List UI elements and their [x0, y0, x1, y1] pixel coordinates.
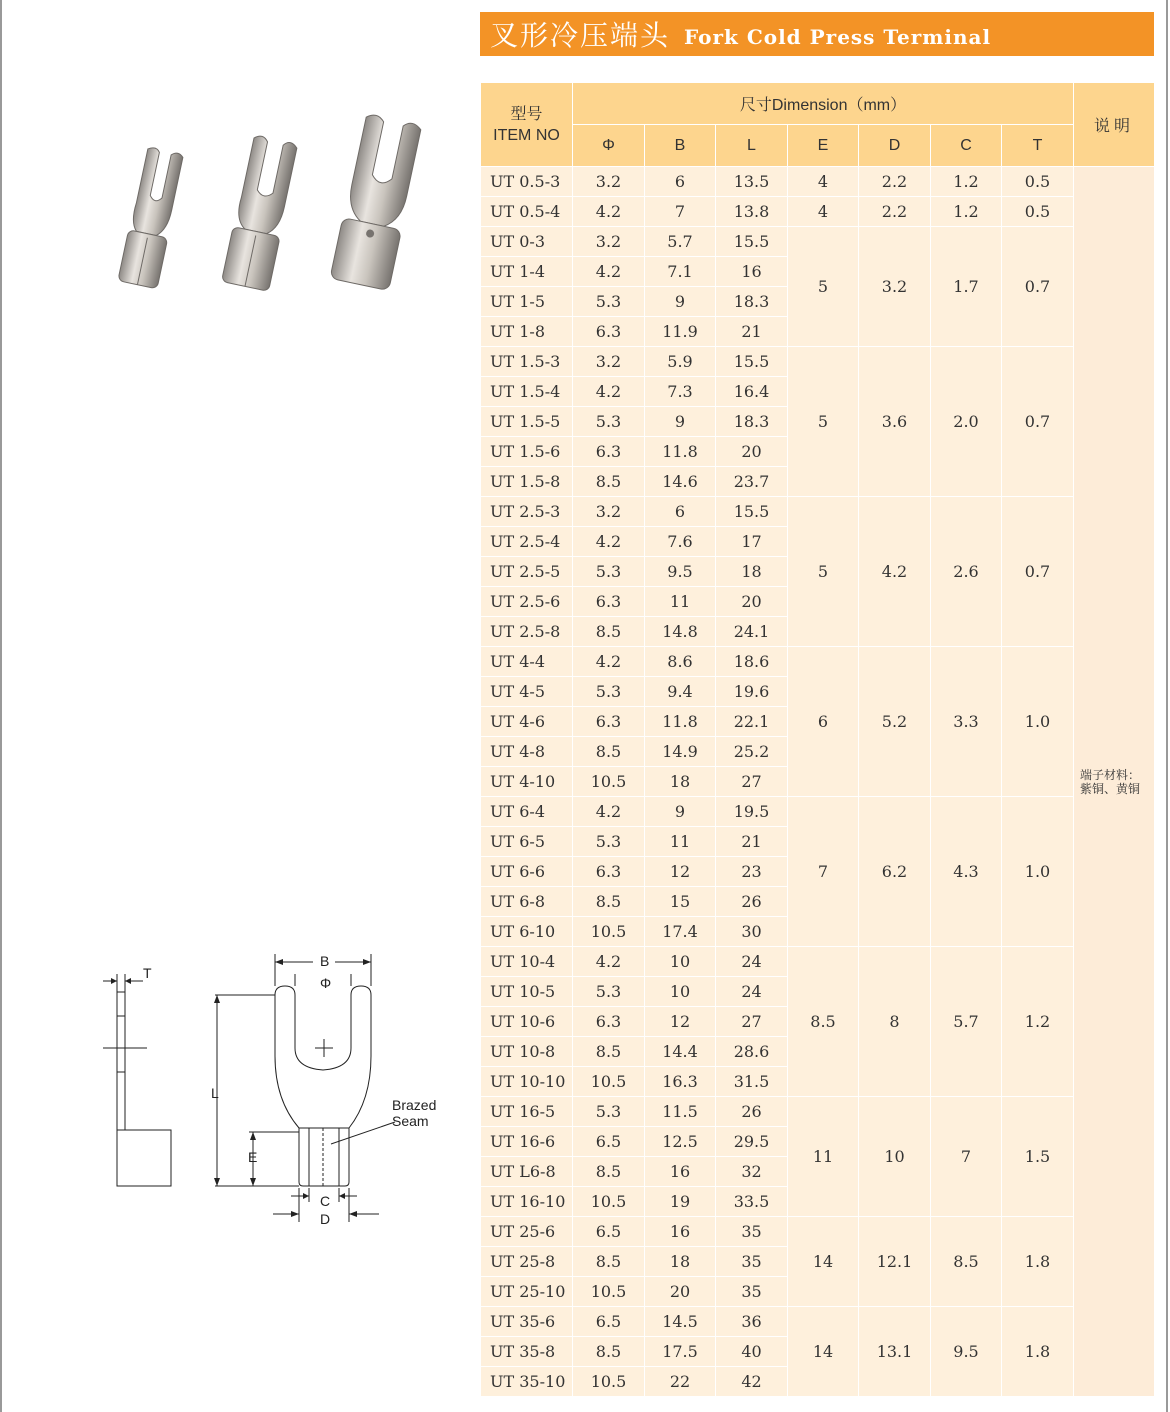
item-no-cell: UT 1-4 — [481, 257, 573, 287]
l-cell: 17 — [716, 527, 788, 557]
table-row — [481, 797, 1155, 827]
item-no-cell: UT 35-6 — [481, 1307, 573, 1337]
b-cell: 14.8 — [645, 617, 716, 647]
phi-cell: 8.5 — [573, 737, 645, 767]
col-t-header: T — [1002, 125, 1074, 167]
table-row — [481, 347, 1155, 377]
d-cell: 2.2 — [859, 167, 931, 197]
item-no-header-en: ITEM NO — [493, 126, 560, 144]
c-cell: 2.0 — [931, 347, 1002, 497]
b-cell: 6 — [645, 167, 716, 197]
item-no-cell: UT 1-5 — [481, 287, 573, 317]
item-no-cell: UT 4-6 — [481, 707, 573, 737]
note-line: 端子材料： — [1080, 767, 1141, 782]
table-row — [481, 1097, 1155, 1127]
item-no-cell: UT 10-4 — [481, 947, 573, 977]
e-cell: 5 — [788, 347, 859, 497]
b-cell: 9 — [645, 797, 716, 827]
item-no-cell: UT 25-8 — [481, 1247, 573, 1277]
t-cell: 1.8 — [1002, 1307, 1074, 1397]
item-no-cell: UT 6-6 — [481, 857, 573, 887]
label-t: T — [143, 965, 152, 981]
phi-cell: 3.2 — [573, 227, 645, 257]
page-border-left — [0, 0, 2, 1412]
item-no-cell: UT 6-5 — [481, 827, 573, 857]
l-cell: 13.8 — [716, 197, 788, 227]
l-cell: 30 — [716, 917, 788, 947]
table-row — [481, 197, 1155, 227]
item-no-cell: UT 0-3 — [481, 227, 573, 257]
b-cell: 5.9 — [645, 347, 716, 377]
col-phi-header: Φ — [573, 125, 645, 167]
b-cell: 9.5 — [645, 557, 716, 587]
terminal-small — [118, 146, 186, 289]
note-line: 紫铜、黄铜 — [1080, 781, 1141, 796]
item-no-header — [481, 83, 573, 167]
b-cell: 11.9 — [645, 317, 716, 347]
item-no-cell: UT 2.5-3 — [481, 497, 573, 527]
d-cell: 8 — [859, 947, 931, 1097]
phi-cell: 6.3 — [573, 707, 645, 737]
phi-cell: 4.2 — [573, 647, 645, 677]
b-cell: 9.4 — [645, 677, 716, 707]
b-cell: 14.5 — [645, 1307, 716, 1337]
phi-cell: 6.5 — [573, 1217, 645, 1247]
t-cell: 1.0 — [1002, 647, 1074, 797]
phi-cell: 6.3 — [573, 317, 645, 347]
label-d: D — [320, 1211, 331, 1227]
item-no-cell: UT 2.5-8 — [481, 617, 573, 647]
spec-table — [480, 82, 1155, 1397]
item-no-cell: UT 16-6 — [481, 1127, 573, 1157]
phi-cell: 10.5 — [573, 917, 645, 947]
b-cell: 10 — [645, 977, 716, 1007]
b-cell: 16.3 — [645, 1067, 716, 1097]
l-cell: 24 — [716, 947, 788, 977]
phi-cell: 5.3 — [573, 407, 645, 437]
d-cell: 5.2 — [859, 647, 931, 797]
item-no-cell: UT 1-8 — [481, 317, 573, 347]
c-cell: 1.7 — [931, 227, 1002, 347]
c-cell: 3.3 — [931, 647, 1002, 797]
t-cell: 1.2 — [1002, 947, 1074, 1097]
b-cell: 16 — [645, 1217, 716, 1247]
phi-cell: 5.3 — [573, 287, 645, 317]
phi-cell: 4.2 — [573, 947, 645, 977]
l-cell: 42 — [716, 1367, 788, 1397]
item-no-cell: UT 0.5-4 — [481, 197, 573, 227]
e-cell: 5 — [788, 227, 859, 347]
t-cell: 1.8 — [1002, 1217, 1074, 1307]
b-cell: 12.5 — [645, 1127, 716, 1157]
phi-cell: 8.5 — [573, 1157, 645, 1187]
c-cell: 1.2 — [931, 167, 1002, 197]
phi-cell: 10.5 — [573, 1367, 645, 1397]
item-no-cell: UT 4-4 — [481, 647, 573, 677]
phi-cell: 4.2 — [573, 377, 645, 407]
phi-cell: 5.3 — [573, 1097, 645, 1127]
table-row — [481, 227, 1155, 257]
d-cell: 12.1 — [859, 1217, 931, 1307]
c-cell: 8.5 — [931, 1217, 1002, 1307]
b-cell: 11 — [645, 827, 716, 857]
phi-cell: 8.5 — [573, 1337, 645, 1367]
title-bar — [480, 12, 1154, 56]
t-cell: 1.0 — [1002, 797, 1074, 947]
l-cell: 28.6 — [716, 1037, 788, 1067]
t-cell: 0.5 — [1002, 167, 1074, 197]
item-no-cell: UT 16-10 — [481, 1187, 573, 1217]
item-no-cell: UT 2.5-4 — [481, 527, 573, 557]
c-cell: 5.7 — [931, 947, 1002, 1097]
b-cell: 18 — [645, 767, 716, 797]
item-no-cell: UT 2.5-5 — [481, 557, 573, 587]
item-no-header-cn: 型号 — [510, 103, 543, 123]
l-cell: 23 — [716, 857, 788, 887]
d-cell: 3.2 — [859, 227, 931, 347]
b-cell: 11.8 — [645, 707, 716, 737]
b-cell: 16 — [645, 1157, 716, 1187]
l-cell: 35 — [716, 1277, 788, 1307]
b-cell: 11.5 — [645, 1097, 716, 1127]
t-cell: 1.5 — [1002, 1097, 1074, 1217]
l-cell: 35 — [716, 1217, 788, 1247]
phi-cell: 6.3 — [573, 437, 645, 467]
table-row — [481, 1307, 1155, 1337]
d-cell: 10 — [859, 1097, 931, 1217]
l-cell: 24 — [716, 977, 788, 1007]
phi-cell: 10.5 — [573, 1277, 645, 1307]
b-cell: 7.1 — [645, 257, 716, 287]
c-cell: 7 — [931, 1097, 1002, 1217]
l-cell: 26 — [716, 887, 788, 917]
phi-cell: 6.5 — [573, 1127, 645, 1157]
label-c: C — [320, 1193, 331, 1209]
label-l: L — [211, 1085, 219, 1101]
dimension-diagram — [95, 950, 455, 1230]
phi-cell: 10.5 — [573, 767, 645, 797]
table-row — [481, 647, 1155, 677]
b-cell: 17.5 — [645, 1337, 716, 1367]
item-no-cell: UT 6-8 — [481, 887, 573, 917]
note-header: 说明 — [1074, 83, 1155, 167]
label-b: B — [320, 953, 330, 969]
b-cell: 7.3 — [645, 377, 716, 407]
l-cell: 24.1 — [716, 617, 788, 647]
b-cell: 9 — [645, 287, 716, 317]
product-photo — [100, 110, 460, 300]
item-no-cell: UT 10-10 — [481, 1067, 573, 1097]
table-row — [481, 497, 1155, 527]
item-no-cell: UT 25-10 — [481, 1277, 573, 1307]
e-cell: 7 — [788, 797, 859, 947]
phi-cell: 3.2 — [573, 497, 645, 527]
b-cell: 9 — [645, 407, 716, 437]
item-no-cell: UT 10-6 — [481, 1007, 573, 1037]
c-cell: 4.3 — [931, 797, 1002, 947]
item-no-cell: UT 4-10 — [481, 767, 573, 797]
item-no-cell: UT 35-10 — [481, 1367, 573, 1397]
phi-cell: 8.5 — [573, 617, 645, 647]
b-cell: 12 — [645, 1007, 716, 1037]
b-cell: 14.4 — [645, 1037, 716, 1067]
phi-cell: 8.5 — [573, 1247, 645, 1277]
phi-cell: 6.5 — [573, 1307, 645, 1337]
col-l-header: L — [716, 125, 788, 167]
phi-cell: 3.2 — [573, 347, 645, 377]
terminal-large — [330, 113, 424, 291]
side-view-outline — [117, 992, 171, 1186]
l-cell: 15.5 — [716, 497, 788, 527]
b-cell: 18 — [645, 1247, 716, 1277]
l-cell: 35 — [716, 1247, 788, 1277]
item-no-cell: UT 4-8 — [481, 737, 573, 767]
col-c-header: C — [931, 125, 1002, 167]
c-cell: 1.2 — [931, 197, 1002, 227]
title-english: Fork Cold Press Terminal — [684, 25, 992, 49]
l-cell: 29.5 — [716, 1127, 788, 1157]
phi-cell: 5.3 — [573, 827, 645, 857]
l-cell: 20 — [716, 587, 788, 617]
e-cell: 6 — [788, 647, 859, 797]
page-border-right — [1166, 0, 1168, 1412]
label-phi: Φ — [320, 975, 332, 991]
l-cell: 27 — [716, 767, 788, 797]
phi-cell: 8.5 — [573, 887, 645, 917]
t-cell: 0.5 — [1002, 197, 1074, 227]
l-cell: 18.3 — [716, 407, 788, 437]
l-cell: 26 — [716, 1097, 788, 1127]
e-cell: 14 — [788, 1307, 859, 1397]
e-cell: 4 — [788, 197, 859, 227]
b-cell: 20 — [645, 1277, 716, 1307]
l-cell: 25.2 — [716, 737, 788, 767]
phi-cell: 6.3 — [573, 587, 645, 617]
b-cell: 7.6 — [645, 527, 716, 557]
t-cell: 0.7 — [1002, 227, 1074, 347]
col-d-header: D — [859, 125, 931, 167]
l-cell: 20 — [716, 437, 788, 467]
table-row — [481, 1217, 1155, 1247]
phi-cell: 10.5 — [573, 1187, 645, 1217]
phi-cell: 4.2 — [573, 797, 645, 827]
spec-table-body — [481, 167, 1155, 1397]
item-no-cell: UT 10-8 — [481, 1037, 573, 1067]
l-cell: 22.1 — [716, 707, 788, 737]
l-cell: 31.5 — [716, 1067, 788, 1097]
b-cell: 10 — [645, 947, 716, 977]
l-cell: 13.5 — [716, 167, 788, 197]
l-cell: 18 — [716, 557, 788, 587]
phi-cell: 3.2 — [573, 167, 645, 197]
item-no-cell: UT 1.5-3 — [481, 347, 573, 377]
l-cell: 21 — [716, 827, 788, 857]
l-cell: 32 — [716, 1157, 788, 1187]
item-no-cell: UT 2.5-6 — [481, 587, 573, 617]
phi-cell: 8.5 — [573, 1037, 645, 1067]
item-no-cell: UT 16-5 — [481, 1097, 573, 1127]
phi-cell: 5.3 — [573, 557, 645, 587]
b-cell: 19 — [645, 1187, 716, 1217]
l-cell: 15.5 — [716, 227, 788, 257]
d-cell: 3.6 — [859, 347, 931, 497]
l-cell: 16.4 — [716, 377, 788, 407]
b-cell: 8.6 — [645, 647, 716, 677]
phi-cell: 4.2 — [573, 197, 645, 227]
table-row — [481, 167, 1155, 197]
e-cell: 11 — [788, 1097, 859, 1217]
b-cell: 12 — [645, 857, 716, 887]
item-no-cell: UT 6-4 — [481, 797, 573, 827]
e-cell: 14 — [788, 1217, 859, 1307]
e-cell: 4 — [788, 167, 859, 197]
item-no-cell: UT 10-5 — [481, 977, 573, 1007]
b-cell: 6 — [645, 497, 716, 527]
dimension-header: 尺寸Dimension（mm） — [573, 83, 1074, 125]
phi-cell: 5.3 — [573, 677, 645, 707]
l-cell: 16 — [716, 257, 788, 287]
label-seam: Seam — [392, 1113, 429, 1129]
b-cell: 11 — [645, 587, 716, 617]
note-cell — [1074, 167, 1155, 1397]
l-cell: 18.6 — [716, 647, 788, 677]
d-cell: 13.1 — [859, 1307, 931, 1397]
col-b-header: B — [645, 125, 716, 167]
b-cell: 14.9 — [645, 737, 716, 767]
t-cell: 0.7 — [1002, 497, 1074, 647]
l-cell: 40 — [716, 1337, 788, 1367]
l-cell: 15.5 — [716, 347, 788, 377]
l-cell: 36 — [716, 1307, 788, 1337]
phi-cell: 4.2 — [573, 527, 645, 557]
item-no-cell: UT 25-6 — [481, 1217, 573, 1247]
c-cell: 2.6 — [931, 497, 1002, 647]
col-e-header: E — [788, 125, 859, 167]
l-cell: 27 — [716, 1007, 788, 1037]
phi-cell: 6.3 — [573, 857, 645, 887]
phi-cell: 6.3 — [573, 1007, 645, 1037]
item-no-cell: UT 0.5-3 — [481, 167, 573, 197]
item-no-cell: UT 1.5-8 — [481, 467, 573, 497]
e-cell: 8.5 — [788, 947, 859, 1097]
b-cell: 22 — [645, 1367, 716, 1397]
d-cell: 2.2 — [859, 197, 931, 227]
c-cell: 9.5 — [931, 1307, 1002, 1397]
label-brazed: Brazed — [392, 1097, 437, 1113]
d-cell: 6.2 — [859, 797, 931, 947]
item-no-cell: UT 1.5-6 — [481, 437, 573, 467]
item-no-cell: UT 1.5-4 — [481, 377, 573, 407]
terminal-medium — [222, 134, 300, 291]
b-cell: 14.6 — [645, 467, 716, 497]
b-cell: 5.7 — [645, 227, 716, 257]
e-cell: 5 — [788, 497, 859, 647]
phi-cell: 8.5 — [573, 467, 645, 497]
b-cell: 15 — [645, 887, 716, 917]
title-chinese: 叉形冷压端头 — [490, 19, 671, 52]
item-no-cell: UT 6-10 — [481, 917, 573, 947]
l-cell: 19.5 — [716, 797, 788, 827]
b-cell: 7 — [645, 197, 716, 227]
item-no-cell: UT 35-8 — [481, 1337, 573, 1367]
l-cell: 21 — [716, 317, 788, 347]
item-no-cell: UT 4-5 — [481, 677, 573, 707]
phi-cell: 4.2 — [573, 257, 645, 287]
l-cell: 18.3 — [716, 287, 788, 317]
table-row — [481, 947, 1155, 977]
label-e: E — [248, 1149, 258, 1165]
l-cell: 19.6 — [716, 677, 788, 707]
d-cell: 4.2 — [859, 497, 931, 647]
l-cell: 23.7 — [716, 467, 788, 497]
item-no-cell: UT 1.5-5 — [481, 407, 573, 437]
b-cell: 11.8 — [645, 437, 716, 467]
b-cell: 17.4 — [645, 917, 716, 947]
phi-cell: 5.3 — [573, 977, 645, 1007]
phi-cell: 10.5 — [573, 1067, 645, 1097]
l-cell: 33.5 — [716, 1187, 788, 1217]
t-cell: 0.7 — [1002, 347, 1074, 497]
item-no-cell: UT L6-8 — [481, 1157, 573, 1187]
